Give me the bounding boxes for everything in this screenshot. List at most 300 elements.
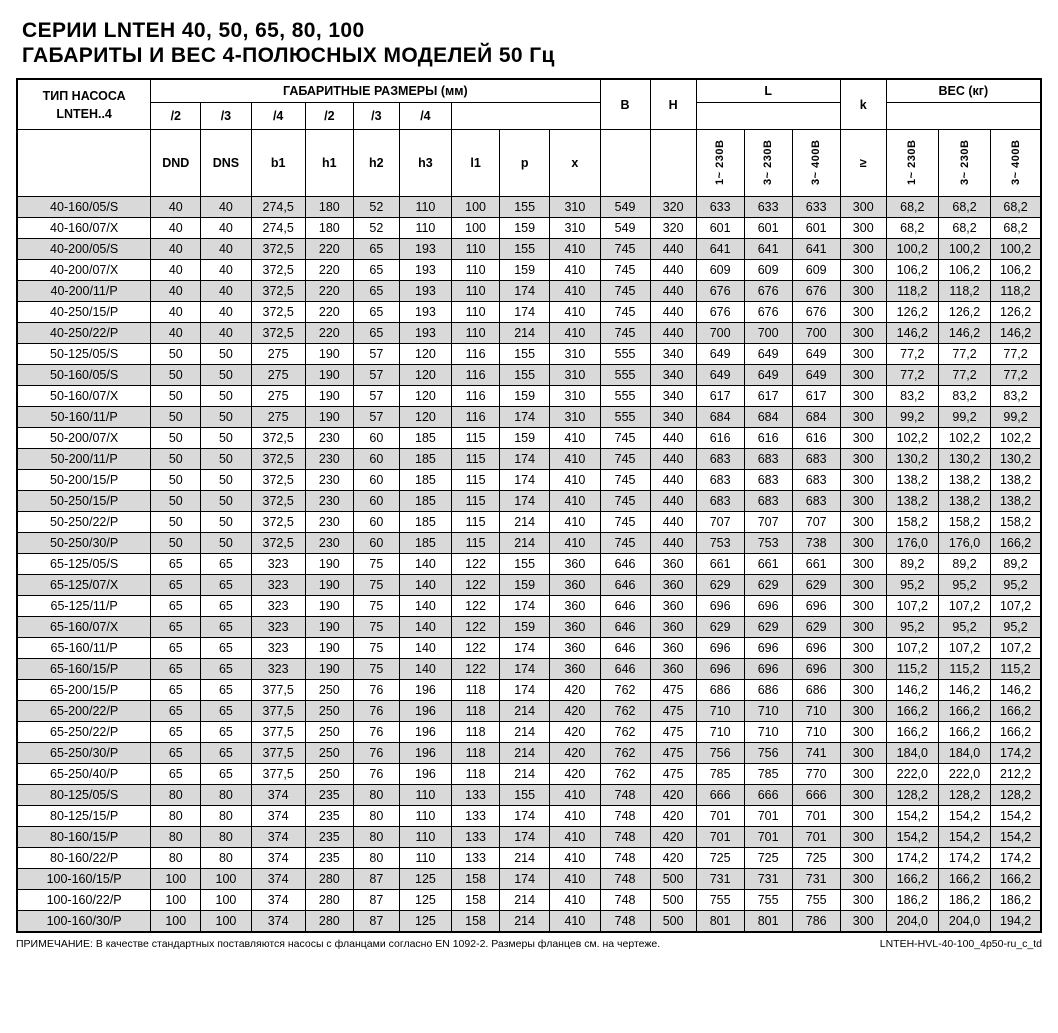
- cell-value: 214: [500, 722, 550, 743]
- cell-value: 372,5: [251, 302, 305, 323]
- cell-value: 122: [452, 617, 500, 638]
- cell-value: 214: [500, 512, 550, 533]
- cell-value: 410: [550, 260, 600, 281]
- row-pump-type: 65-250/22/P: [17, 722, 151, 743]
- cell-value: 190: [305, 407, 353, 428]
- cell-value: 196: [399, 764, 451, 785]
- cell-value: 185: [399, 428, 451, 449]
- cell-value: 80: [151, 806, 201, 827]
- cell-value: 110: [399, 218, 451, 239]
- row-pump-type: 65-250/30/P: [17, 743, 151, 764]
- cell-value: 235: [305, 785, 353, 806]
- cell-value: 666: [696, 785, 744, 806]
- cell-value: 300: [840, 638, 886, 659]
- cell-value: 323: [251, 554, 305, 575]
- cell-value: 110: [452, 302, 500, 323]
- cell-value: 340: [650, 365, 696, 386]
- cell-value: 159: [500, 575, 550, 596]
- cell-value: 89,2: [991, 554, 1041, 575]
- row-pump-type: 40-200/07/X: [17, 260, 151, 281]
- cell-value: 300: [840, 239, 886, 260]
- cell-value: 310: [550, 365, 600, 386]
- cell-value: 128,2: [886, 785, 938, 806]
- header-voltage-W2: [886, 130, 938, 197]
- cell-value: 107,2: [886, 596, 938, 617]
- cell-value: 555: [600, 407, 650, 428]
- cell-value: 617: [744, 386, 792, 407]
- cell-value: 128,2: [991, 785, 1041, 806]
- cell-value: 180: [305, 197, 353, 218]
- cell-value: 280: [305, 911, 353, 933]
- table-row: [17, 344, 1041, 365]
- cell-value: 745: [600, 239, 650, 260]
- cell-value: 122: [452, 554, 500, 575]
- cell-value: 230: [305, 428, 353, 449]
- cell-value: 76: [353, 722, 399, 743]
- table-row: [17, 575, 1041, 596]
- cell-value: 745: [600, 470, 650, 491]
- cell-value: 633: [696, 197, 744, 218]
- cell-value: 110: [399, 827, 451, 848]
- cell-value: 50: [201, 533, 251, 554]
- cell-value: 770: [792, 764, 840, 785]
- cell-value: 310: [550, 197, 600, 218]
- cell-value: 785: [744, 764, 792, 785]
- cell-value: 166,2: [991, 701, 1041, 722]
- cell-value: 300: [840, 302, 886, 323]
- header-spacer-H: [650, 130, 696, 197]
- cell-value: 360: [550, 596, 600, 617]
- cell-value: 50: [151, 491, 201, 512]
- header-col-W4: /4: [399, 103, 451, 130]
- cell-value: 185: [399, 491, 451, 512]
- cell-value: 118,2: [938, 281, 990, 302]
- cell-value: 174: [500, 407, 550, 428]
- cell-value: 300: [840, 722, 886, 743]
- cell-value: 250: [305, 722, 353, 743]
- cell-value: 748: [600, 890, 650, 911]
- table-row: [17, 197, 1041, 218]
- cell-value: 300: [840, 785, 886, 806]
- cell-value: 100,2: [991, 239, 1041, 260]
- cell-value: 115: [452, 512, 500, 533]
- cell-value: 100: [452, 218, 500, 239]
- header-L-group: L: [696, 79, 840, 103]
- cell-value: 122: [452, 596, 500, 617]
- cell-value: 158: [452, 869, 500, 890]
- table-row: [17, 323, 1041, 344]
- cell-value: 65: [151, 680, 201, 701]
- cell-value: 372,5: [251, 491, 305, 512]
- cell-value: 696: [792, 638, 840, 659]
- cell-value: 440: [650, 533, 696, 554]
- cell-value: 133: [452, 785, 500, 806]
- cell-value: 40: [201, 218, 251, 239]
- cell-value: 138,2: [886, 470, 938, 491]
- header-col-L2: /2: [151, 103, 201, 130]
- header-k-symbol: ≥: [840, 130, 886, 197]
- header-col-b1: b1: [251, 130, 305, 197]
- cell-value: 696: [792, 659, 840, 680]
- cell-value: 76: [353, 743, 399, 764]
- cell-value: 646: [600, 554, 650, 575]
- cell-value: 686: [696, 680, 744, 701]
- cell-value: 50: [201, 365, 251, 386]
- cell-value: 300: [840, 428, 886, 449]
- cell-value: 140: [399, 596, 451, 617]
- cell-value: 275: [251, 344, 305, 365]
- cell-value: 174: [500, 659, 550, 680]
- row-pump-type: 100-160/15/P: [17, 869, 151, 890]
- cell-value: 50: [201, 449, 251, 470]
- cell-value: 185: [399, 512, 451, 533]
- cell-value: 440: [650, 323, 696, 344]
- header-voltage-L2: [696, 130, 744, 197]
- cell-value: 300: [840, 512, 886, 533]
- cell-value: 230: [305, 512, 353, 533]
- cell-value: 753: [696, 533, 744, 554]
- cell-value: 220: [305, 281, 353, 302]
- cell-value: 274,5: [251, 197, 305, 218]
- cell-value: 83,2: [938, 386, 990, 407]
- cell-value: 410: [550, 449, 600, 470]
- cell-value: 320: [650, 218, 696, 239]
- cell-value: 80: [353, 848, 399, 869]
- cell-value: 128,2: [938, 785, 990, 806]
- cell-value: 65: [201, 743, 251, 764]
- cell-value: 65: [353, 302, 399, 323]
- cell-value: 275: [251, 386, 305, 407]
- table-row: [17, 659, 1041, 680]
- cell-value: 50: [201, 407, 251, 428]
- cell-value: 374: [251, 911, 305, 933]
- cell-value: 475: [650, 701, 696, 722]
- cell-value: 214: [500, 848, 550, 869]
- cell-value: 707: [696, 512, 744, 533]
- cell-value: 68,2: [991, 197, 1041, 218]
- cell-value: 118,2: [886, 281, 938, 302]
- cell-value: 166,2: [991, 533, 1041, 554]
- row-pump-type: 40-250/15/P: [17, 302, 151, 323]
- cell-value: 60: [353, 470, 399, 491]
- header-col-DNS: DNS: [201, 130, 251, 197]
- cell-value: 193: [399, 281, 451, 302]
- cell-value: 50: [201, 512, 251, 533]
- header-col-h2: h2: [353, 130, 399, 197]
- cell-value: 300: [840, 869, 886, 890]
- header-col-l1: l1: [452, 130, 500, 197]
- cell-value: 100: [151, 911, 201, 933]
- cell-value: 696: [744, 659, 792, 680]
- cell-value: 154,2: [991, 827, 1041, 848]
- cell-value: 115,2: [991, 659, 1041, 680]
- cell-value: 731: [744, 869, 792, 890]
- cell-value: 235: [305, 848, 353, 869]
- cell-value: 122: [452, 638, 500, 659]
- cell-value: 77,2: [886, 344, 938, 365]
- cell-value: 646: [600, 659, 650, 680]
- cell-value: 40: [201, 281, 251, 302]
- cell-value: 676: [744, 302, 792, 323]
- cell-value: 100,2: [886, 239, 938, 260]
- cell-value: 683: [696, 491, 744, 512]
- cell-value: 300: [840, 386, 886, 407]
- cell-value: 65: [201, 596, 251, 617]
- cell-value: 40: [201, 197, 251, 218]
- cell-value: 549: [600, 197, 650, 218]
- cell-value: 174: [500, 449, 550, 470]
- cell-value: 174: [500, 680, 550, 701]
- header-col-x: x: [550, 130, 600, 197]
- cell-value: 696: [744, 638, 792, 659]
- cell-value: 745: [600, 323, 650, 344]
- cell-value: 300: [840, 533, 886, 554]
- cell-value: 683: [744, 449, 792, 470]
- cell-value: 40: [151, 239, 201, 260]
- cell-value: 222,0: [886, 764, 938, 785]
- cell-value: 107,2: [938, 596, 990, 617]
- cell-value: 676: [696, 302, 744, 323]
- cell-value: 159: [500, 428, 550, 449]
- cell-value: 159: [500, 617, 550, 638]
- cell-value: 683: [792, 470, 840, 491]
- header-voltage-L2-label: 1~ 230В: [714, 138, 727, 185]
- cell-value: 323: [251, 575, 305, 596]
- cell-value: 420: [550, 701, 600, 722]
- cell-value: 174: [500, 638, 550, 659]
- cell-value: 110: [452, 239, 500, 260]
- cell-value: 250: [305, 701, 353, 722]
- cell-value: 65: [151, 659, 201, 680]
- cell-value: 89,2: [886, 554, 938, 575]
- cell-value: 95,2: [991, 575, 1041, 596]
- cell-value: 641: [792, 239, 840, 260]
- cell-value: 323: [251, 596, 305, 617]
- cell-value: 745: [600, 449, 650, 470]
- cell-value: 617: [696, 386, 744, 407]
- cell-value: 755: [696, 890, 744, 911]
- cell-value: 158: [452, 890, 500, 911]
- cell-value: 146,2: [938, 323, 990, 344]
- cell-value: 52: [353, 218, 399, 239]
- header-spacer-type: [17, 130, 151, 197]
- cell-value: 115: [452, 449, 500, 470]
- cell-value: 372,5: [251, 281, 305, 302]
- cell-value: 102,2: [991, 428, 1041, 449]
- cell-value: 374: [251, 785, 305, 806]
- cell-value: 372,5: [251, 323, 305, 344]
- cell-value: 100: [201, 890, 251, 911]
- cell-value: 475: [650, 743, 696, 764]
- cell-value: 154,2: [991, 806, 1041, 827]
- cell-value: 65: [151, 596, 201, 617]
- cell-value: 696: [792, 596, 840, 617]
- cell-value: 174: [500, 281, 550, 302]
- cell-value: 420: [550, 764, 600, 785]
- cell-value: 300: [840, 218, 886, 239]
- row-pump-type: 65-125/11/P: [17, 596, 151, 617]
- cell-value: 683: [696, 470, 744, 491]
- cell-value: 83,2: [886, 386, 938, 407]
- cell-value: 126,2: [886, 302, 938, 323]
- cell-value: 190: [305, 659, 353, 680]
- cell-value: 701: [792, 827, 840, 848]
- table-row: [17, 428, 1041, 449]
- cell-value: 138,2: [991, 470, 1041, 491]
- cell-value: 133: [452, 848, 500, 869]
- cell-value: 155: [500, 554, 550, 575]
- cell-value: 146,2: [886, 680, 938, 701]
- cell-value: 40: [201, 260, 251, 281]
- cell-value: 40: [151, 281, 201, 302]
- cell-value: 174,2: [991, 848, 1041, 869]
- cell-value: 158,2: [938, 512, 990, 533]
- cell-value: 65: [201, 764, 251, 785]
- cell-value: 420: [550, 680, 600, 701]
- cell-value: 410: [550, 827, 600, 848]
- cell-value: 166,2: [991, 722, 1041, 743]
- cell-value: 166,2: [886, 869, 938, 890]
- cell-value: 77,2: [991, 344, 1041, 365]
- cell-value: 633: [792, 197, 840, 218]
- row-pump-type: 50-200/15/P: [17, 470, 151, 491]
- header-voltage-W3: [938, 130, 990, 197]
- cell-value: 762: [600, 722, 650, 743]
- cell-value: 190: [305, 365, 353, 386]
- cell-value: 65: [201, 701, 251, 722]
- cell-value: 140: [399, 617, 451, 638]
- cell-value: 77,2: [886, 365, 938, 386]
- cell-value: 661: [744, 554, 792, 575]
- row-pump-type: 100-160/22/P: [17, 890, 151, 911]
- cell-value: 138,2: [938, 491, 990, 512]
- cell-value: 190: [305, 575, 353, 596]
- cell-value: 115: [452, 428, 500, 449]
- cell-value: 186,2: [991, 890, 1041, 911]
- cell-value: 133: [452, 827, 500, 848]
- row-pump-type: 50-160/05/S: [17, 365, 151, 386]
- cell-value: 87: [353, 869, 399, 890]
- cell-value: 80: [151, 848, 201, 869]
- cell-value: 176,0: [886, 533, 938, 554]
- cell-value: 374: [251, 806, 305, 827]
- cell-value: 214: [500, 323, 550, 344]
- table-row: [17, 302, 1041, 323]
- header-col-W3: /3: [353, 103, 399, 130]
- cell-value: 75: [353, 554, 399, 575]
- table-row: [17, 239, 1041, 260]
- cell-value: 126,2: [991, 302, 1041, 323]
- cell-value: 50: [151, 344, 201, 365]
- cell-value: 629: [744, 617, 792, 638]
- cell-value: 420: [650, 785, 696, 806]
- cell-value: 440: [650, 260, 696, 281]
- cell-value: 100: [452, 197, 500, 218]
- cell-value: 50: [201, 428, 251, 449]
- cell-value: 138,2: [991, 491, 1041, 512]
- cell-value: 300: [840, 554, 886, 575]
- cell-value: 684: [744, 407, 792, 428]
- cell-value: 641: [696, 239, 744, 260]
- cell-value: 125: [399, 890, 451, 911]
- cell-value: 65: [201, 638, 251, 659]
- cell-value: 275: [251, 365, 305, 386]
- cell-value: 616: [696, 428, 744, 449]
- cell-value: 629: [696, 575, 744, 596]
- cell-value: 75: [353, 638, 399, 659]
- cell-value: 410: [550, 911, 600, 933]
- cell-value: 300: [840, 491, 886, 512]
- cell-value: 410: [550, 890, 600, 911]
- cell-value: 440: [650, 491, 696, 512]
- cell-value: 601: [744, 218, 792, 239]
- cell-value: 440: [650, 512, 696, 533]
- cell-value: 68,2: [991, 218, 1041, 239]
- cell-value: 99,2: [886, 407, 938, 428]
- row-pump-type: 50-125/05/S: [17, 344, 151, 365]
- cell-value: 230: [305, 449, 353, 470]
- cell-value: 193: [399, 323, 451, 344]
- cell-value: 360: [550, 638, 600, 659]
- cell-value: 725: [792, 848, 840, 869]
- cell-value: 107,2: [886, 638, 938, 659]
- cell-value: 110: [399, 197, 451, 218]
- cell-value: 106,2: [938, 260, 990, 281]
- cell-value: 60: [353, 491, 399, 512]
- cell-value: 174,2: [938, 848, 990, 869]
- cell-value: 725: [744, 848, 792, 869]
- cell-value: 196: [399, 701, 451, 722]
- header-col-W2: /2: [305, 103, 353, 130]
- cell-value: 174,2: [886, 848, 938, 869]
- cell-value: 155: [500, 365, 550, 386]
- cell-value: 700: [792, 323, 840, 344]
- cell-value: 140: [399, 659, 451, 680]
- row-pump-type: 50-200/07/X: [17, 428, 151, 449]
- cell-value: 118: [452, 680, 500, 701]
- cell-value: 683: [696, 449, 744, 470]
- header-col-h3: h3: [399, 130, 451, 197]
- cell-value: 300: [840, 701, 886, 722]
- cell-value: 731: [696, 869, 744, 890]
- table-row: [17, 554, 1041, 575]
- cell-value: 609: [696, 260, 744, 281]
- cell-value: 77,2: [938, 344, 990, 365]
- cell-value: 166,2: [938, 722, 990, 743]
- header-voltage-W2-label: 1~ 230В: [906, 138, 919, 185]
- cell-value: 80: [201, 806, 251, 827]
- table-row: [17, 638, 1041, 659]
- cell-value: 68,2: [886, 218, 938, 239]
- cell-value: 440: [650, 449, 696, 470]
- cell-value: 274,5: [251, 218, 305, 239]
- cell-value: 646: [600, 575, 650, 596]
- table-row: [17, 680, 1041, 701]
- cell-value: 52: [353, 197, 399, 218]
- cell-value: 801: [744, 911, 792, 933]
- cell-value: 300: [840, 407, 886, 428]
- header-voltage-W4: [991, 130, 1041, 197]
- cell-value: 118: [452, 743, 500, 764]
- cell-value: 166,2: [938, 869, 990, 890]
- cell-value: 118: [452, 722, 500, 743]
- header-pump-type-line2: LNTEH..4: [56, 106, 112, 121]
- cell-value: 80: [151, 785, 201, 806]
- cell-value: 174,2: [991, 743, 1041, 764]
- footer: [16, 938, 1042, 950]
- cell-value: 701: [744, 806, 792, 827]
- cell-value: 40: [201, 323, 251, 344]
